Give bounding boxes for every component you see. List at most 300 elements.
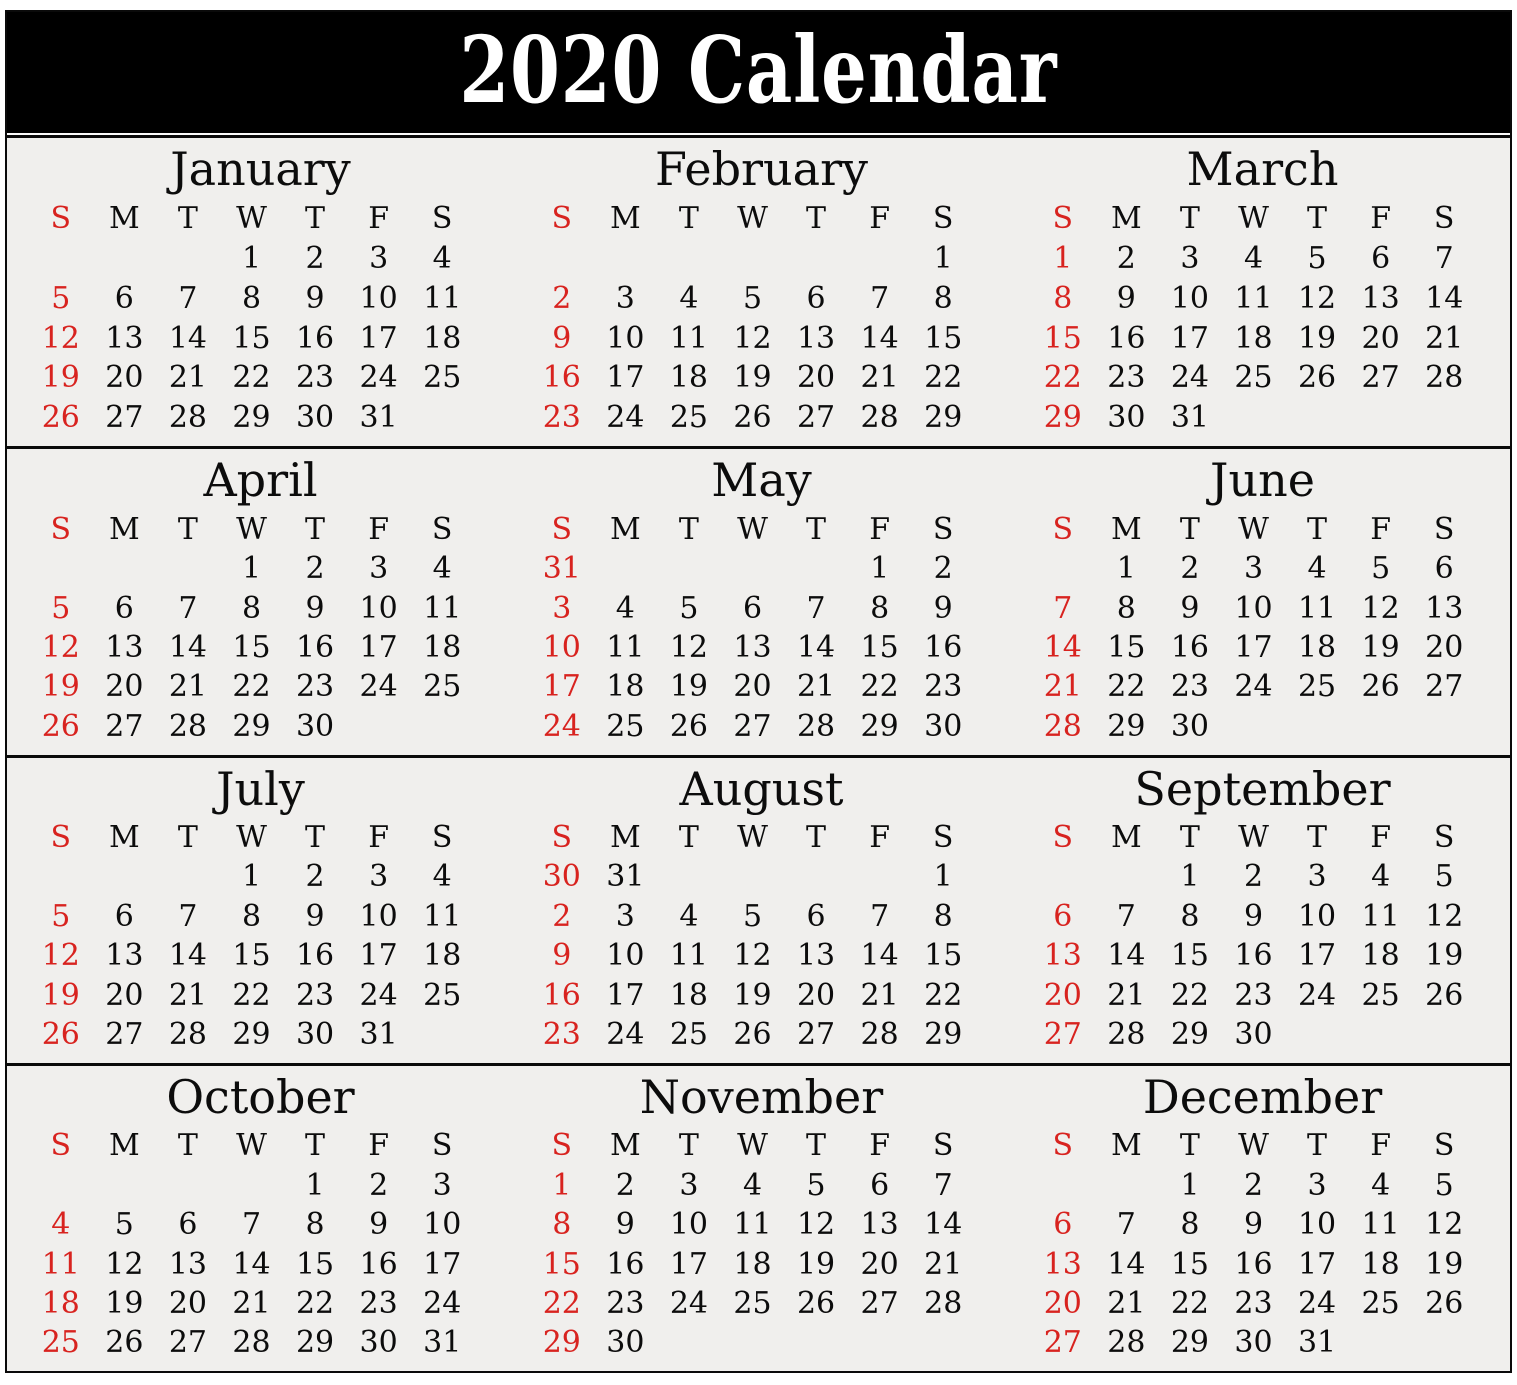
- day-cell: 8: [241, 280, 262, 316]
- day-cell: 14: [860, 320, 899, 356]
- day-of-week-header: M: [1110, 511, 1142, 547]
- day-of-week-header: F: [869, 1128, 891, 1164]
- day-cell: 13: [1043, 1246, 1082, 1282]
- day-cell: 16: [924, 630, 963, 665]
- day-of-week-header: T: [1179, 820, 1200, 856]
- day-cell: 27: [1043, 1325, 1082, 1361]
- day-of-week-header: W: [1238, 511, 1269, 547]
- day-of-week-header: S: [932, 820, 954, 856]
- day-cell: 26: [1297, 360, 1337, 396]
- day-cell: 13: [796, 320, 836, 356]
- day-of-week-header: W: [737, 200, 768, 236]
- day-cell: 1: [1053, 240, 1073, 276]
- day-cell: 17: [669, 1246, 709, 1282]
- day-cell: 23: [1234, 977, 1273, 1013]
- day-cell: 10: [1297, 1207, 1337, 1243]
- day-cell: 23: [295, 669, 335, 705]
- day-of-week-header: T: [1179, 1128, 1200, 1164]
- day-cell: 6: [114, 590, 134, 626]
- day-cell: 14: [1107, 1246, 1146, 1282]
- day-cell: 10: [1170, 280, 1210, 316]
- day-of-week-header: S: [431, 511, 453, 547]
- day-cell: 28: [168, 708, 208, 744]
- day-cell: 7: [1116, 898, 1136, 934]
- month-title: January: [170, 142, 351, 196]
- day-of-week-header: T: [806, 511, 827, 547]
- day-of-week-header: M: [609, 820, 641, 856]
- day-cell: 19: [105, 1285, 144, 1321]
- day-cell: 10: [359, 590, 398, 626]
- day-cell: 13: [105, 320, 144, 356]
- month-july: [7, 755, 508, 1063]
- day-cell: 15: [1170, 938, 1210, 974]
- day-cell: 20: [796, 360, 836, 396]
- day-cell: 20: [860, 1246, 899, 1282]
- day-cell: 1: [552, 1167, 572, 1203]
- day-of-week-header: T: [678, 200, 699, 236]
- day-of-week-header: T: [1307, 200, 1328, 236]
- month-february: [508, 138, 1009, 446]
- day-cell: 6: [742, 590, 763, 626]
- day-cell: 3: [679, 1167, 699, 1203]
- day-of-week-header: W: [1238, 1128, 1269, 1164]
- day-of-week-header: T: [806, 820, 827, 856]
- day-cell: 27: [105, 400, 144, 436]
- day-cell: 28: [1425, 360, 1464, 396]
- day-cell: 9: [1116, 280, 1136, 316]
- day-cell: 3: [1307, 859, 1327, 895]
- day-cell: 2: [615, 1167, 635, 1203]
- day-cell: 12: [1425, 898, 1464, 934]
- day-cell: 27: [796, 1017, 836, 1053]
- day-cell: 8: [933, 898, 953, 934]
- day-cell: 25: [423, 669, 462, 705]
- day-cell: 5: [1307, 240, 1327, 276]
- day-cell: 11: [423, 898, 462, 934]
- day-cell: 25: [1234, 360, 1273, 396]
- day-cell: 22: [924, 360, 963, 396]
- day-cell: 2: [933, 551, 953, 587]
- day-of-week-header: T: [177, 511, 198, 547]
- day-of-week-header: T: [305, 511, 326, 547]
- month-january: [7, 138, 508, 446]
- day-cell: 23: [1107, 360, 1146, 396]
- day-cell: 6: [1434, 551, 1454, 587]
- day-cell: 19: [669, 669, 709, 705]
- day-cell: 3: [615, 898, 635, 934]
- day-cell: 12: [105, 1246, 144, 1282]
- day-cell: 20: [1043, 977, 1082, 1013]
- month-title: April: [203, 453, 318, 508]
- day-cell: 9: [1180, 590, 1200, 626]
- day-cell: 16: [295, 320, 335, 356]
- day-cell: 9: [933, 590, 953, 626]
- day-cell: 5: [679, 590, 699, 626]
- day-of-week-header: S: [1433, 511, 1455, 547]
- day-cell: 2: [305, 551, 325, 587]
- day-of-week-header: M: [1110, 200, 1142, 236]
- month-december: [1009, 1063, 1510, 1371]
- day-cell: 18: [733, 1246, 772, 1282]
- day-cell: 1: [241, 551, 262, 587]
- day-of-week-header: M: [609, 511, 641, 547]
- day-cell: 22: [924, 977, 963, 1013]
- day-cell: 31: [1297, 1325, 1337, 1361]
- day-cell: 25: [423, 977, 462, 1013]
- day-cell: 12: [1425, 1207, 1464, 1243]
- day-cell: 7: [178, 280, 198, 316]
- day-cell: 21: [860, 977, 899, 1013]
- day-cell: 30: [295, 1017, 335, 1053]
- month-title: September: [1134, 761, 1391, 816]
- day-of-week-header: S: [50, 820, 72, 856]
- day-cell: 2: [305, 240, 325, 276]
- day-cell: 10: [359, 280, 398, 316]
- day-cell: 9: [305, 590, 325, 626]
- day-cell: 13: [105, 938, 144, 974]
- day-cell: 7: [870, 898, 890, 934]
- day-cell: 25: [1361, 1285, 1400, 1321]
- day-of-week-header: W: [1238, 200, 1269, 236]
- day-cell: 10: [1234, 590, 1273, 626]
- day-cell: 24: [1297, 1285, 1337, 1321]
- day-cell: 1: [241, 859, 262, 895]
- day-cell: 23: [359, 1285, 398, 1321]
- day-cell: 11: [1361, 1207, 1400, 1243]
- day-cell: 28: [796, 708, 836, 744]
- day-cell: 14: [168, 938, 208, 974]
- day-cell: 2: [1180, 551, 1200, 587]
- day-of-week-header: S: [932, 200, 954, 236]
- day-cell: 12: [41, 630, 80, 665]
- day-cell: 6: [806, 898, 826, 934]
- day-cell: 26: [41, 1017, 80, 1053]
- day-cell: 4: [615, 590, 635, 626]
- day-cell: 17: [606, 977, 645, 1013]
- day-of-week-header: T: [806, 200, 827, 236]
- day-of-week-header: T: [1307, 1128, 1328, 1164]
- day-cell: 4: [1371, 1167, 1391, 1203]
- day-cell: 3: [369, 551, 389, 587]
- month-day-grid: [1031, 199, 1476, 438]
- day-cell: 14: [1043, 630, 1082, 665]
- day-cell: 21: [1107, 1285, 1146, 1321]
- calendar-frame: [5, 10, 1512, 1373]
- day-of-week-header: T: [1307, 511, 1328, 547]
- day-cell: 26: [669, 708, 709, 744]
- day-cell: 14: [1425, 280, 1464, 316]
- day-of-week-header: F: [869, 200, 891, 236]
- day-cell: 16: [542, 977, 581, 1013]
- month-day-grid: [530, 199, 975, 438]
- day-cell: 7: [178, 898, 198, 934]
- day-of-week-header: W: [236, 1128, 267, 1164]
- day-cell: 11: [606, 630, 645, 665]
- day-cell: 8: [1053, 280, 1073, 316]
- day-cell: 6: [806, 280, 826, 316]
- month-may: [508, 446, 1009, 754]
- day-cell: 26: [733, 400, 772, 436]
- day-cell: 15: [860, 630, 899, 665]
- day-cell: 13: [1043, 938, 1082, 974]
- day-cell: 9: [552, 320, 572, 356]
- day-cell: 6: [114, 898, 134, 934]
- day-cell: 31: [359, 1017, 398, 1053]
- day-cell: 18: [41, 1285, 80, 1321]
- day-cell: 21: [1425, 320, 1464, 356]
- day-of-week-header: S: [932, 1128, 954, 1164]
- day-cell: 27: [105, 708, 144, 744]
- day-cell: 26: [733, 1017, 772, 1053]
- day-of-week-header: M: [108, 511, 140, 547]
- day-of-week-header: W: [737, 820, 768, 856]
- day-cell: 28: [232, 1325, 271, 1361]
- day-cell: 5: [114, 1207, 134, 1243]
- day-cell: 22: [1043, 360, 1082, 396]
- day-cell: 21: [796, 669, 836, 705]
- day-cell: 1: [1180, 859, 1200, 895]
- day-cell: 7: [178, 590, 198, 626]
- day-cell: 30: [924, 708, 963, 744]
- day-cell: 27: [105, 1017, 144, 1053]
- month-title: August: [679, 761, 844, 816]
- day-cell: 28: [1043, 708, 1082, 744]
- day-cell: 9: [552, 938, 572, 974]
- day-cell: 17: [606, 360, 645, 396]
- day-cell: 29: [232, 400, 271, 436]
- day-cell: 3: [552, 590, 572, 626]
- day-cell: 30: [542, 859, 581, 895]
- month-august: [508, 755, 1009, 1063]
- day-of-week-header: S: [431, 200, 453, 236]
- day-cell: 6: [1371, 240, 1391, 276]
- day-cell: 15: [924, 938, 963, 974]
- day-cell: 27: [860, 1285, 899, 1321]
- day-cell: 16: [606, 1246, 645, 1282]
- day-cell: 16: [542, 360, 581, 396]
- day-cell: 23: [924, 669, 963, 705]
- day-cell: 26: [1425, 1285, 1464, 1321]
- day-cell: 2: [552, 898, 572, 934]
- day-cell: 15: [295, 1246, 335, 1282]
- day-cell: 12: [733, 320, 772, 356]
- day-of-week-header: W: [1238, 820, 1269, 856]
- day-of-week-header: T: [1179, 511, 1200, 547]
- day-cell: 13: [1425, 590, 1464, 626]
- day-cell: 18: [423, 320, 462, 356]
- day-cell: 23: [1170, 669, 1210, 705]
- day-cell: 15: [232, 320, 271, 356]
- day-cell: 18: [423, 938, 462, 974]
- day-of-week-header: S: [1052, 1128, 1074, 1164]
- day-cell: 9: [615, 1207, 635, 1243]
- day-cell: 24: [606, 400, 645, 436]
- day-of-week-header: S: [1433, 820, 1455, 856]
- day-cell: 9: [1243, 898, 1264, 934]
- day-cell: 9: [305, 898, 325, 934]
- day-cell: 12: [733, 938, 772, 974]
- day-cell: 20: [105, 669, 144, 705]
- day-cell: 29: [1107, 708, 1146, 744]
- day-cell: 30: [606, 1325, 645, 1361]
- day-cell: 8: [1116, 590, 1136, 626]
- day-cell: 26: [1425, 977, 1464, 1013]
- day-cell: 11: [669, 320, 709, 356]
- month-day-grid: [1031, 818, 1476, 1054]
- month-title: July: [216, 761, 305, 816]
- day-cell: 1: [870, 551, 890, 587]
- day-cell: 10: [1297, 898, 1337, 934]
- day-cell: 29: [542, 1325, 581, 1361]
- day-cell: 19: [796, 1246, 836, 1282]
- day-cell: 3: [1243, 551, 1264, 587]
- day-cell: 20: [733, 669, 772, 705]
- day-cell: 28: [168, 1017, 208, 1053]
- day-cell: 6: [1053, 1207, 1073, 1243]
- day-cell: 26: [1361, 669, 1400, 705]
- day-cell: 28: [860, 400, 899, 436]
- day-cell: 21: [168, 669, 208, 705]
- day-cell: 11: [733, 1207, 772, 1243]
- day-cell: 5: [742, 280, 763, 316]
- day-of-week-header: S: [431, 1128, 453, 1164]
- day-cell: 4: [742, 1167, 763, 1203]
- day-of-week-header: S: [551, 200, 573, 236]
- day-cell: 29: [1043, 400, 1082, 436]
- day-cell: 25: [423, 360, 462, 396]
- day-cell: 13: [733, 630, 772, 665]
- day-of-week-header: S: [1433, 1128, 1455, 1164]
- day-of-week-header: F: [368, 820, 390, 856]
- day-of-week-header: W: [236, 820, 267, 856]
- day-cell: 3: [1307, 1167, 1327, 1203]
- day-cell: 21: [1107, 977, 1146, 1013]
- day-cell: 31: [359, 400, 398, 436]
- day-cell: 24: [359, 977, 398, 1013]
- day-cell: 27: [168, 1325, 208, 1361]
- day-cell: 19: [41, 977, 80, 1013]
- day-cell: 26: [41, 708, 80, 744]
- day-cell: 24: [1297, 977, 1337, 1013]
- month-april: [7, 446, 508, 754]
- day-cell: 14: [168, 320, 208, 356]
- day-cell: 27: [1425, 669, 1464, 705]
- day-cell: 26: [41, 400, 80, 436]
- day-cell: 25: [669, 1017, 709, 1053]
- day-cell: 15: [1170, 1246, 1210, 1282]
- month-november: [508, 1063, 1009, 1371]
- day-cell: 29: [924, 400, 963, 436]
- day-cell: 30: [295, 400, 335, 436]
- day-cell: 8: [305, 1207, 325, 1243]
- day-cell: 10: [423, 1207, 462, 1243]
- day-cell: 29: [860, 708, 899, 744]
- day-cell: 25: [669, 400, 709, 436]
- month-day-grid: [1031, 510, 1476, 746]
- day-cell: 17: [1297, 1246, 1337, 1282]
- day-of-week-header: S: [50, 1128, 72, 1164]
- day-of-week-header: S: [431, 820, 453, 856]
- day-cell: 5: [806, 1167, 826, 1203]
- day-cell: 1: [241, 240, 262, 276]
- day-cell: 11: [1297, 590, 1337, 626]
- day-cell: 12: [41, 938, 80, 974]
- day-cell: 12: [41, 320, 80, 356]
- day-cell: 16: [1107, 320, 1146, 356]
- day-of-week-header: T: [177, 820, 198, 856]
- day-of-week-header: T: [305, 820, 326, 856]
- day-cell: 24: [359, 669, 398, 705]
- day-of-week-header: T: [806, 1128, 827, 1164]
- month-title: May: [711, 453, 812, 508]
- day-cell: 26: [105, 1325, 144, 1361]
- day-cell: 2: [369, 1167, 389, 1203]
- day-of-week-header: F: [1370, 200, 1392, 236]
- day-cell: 5: [1371, 551, 1391, 587]
- day-cell: 28: [924, 1285, 963, 1321]
- day-cell: 10: [542, 630, 581, 665]
- day-of-week-header: W: [236, 200, 267, 236]
- month-title: December: [1142, 1069, 1383, 1124]
- day-of-week-header: S: [1433, 200, 1455, 236]
- day-cell: 1: [1180, 1167, 1200, 1203]
- day-cell: 22: [295, 1285, 335, 1321]
- day-cell: 19: [41, 669, 80, 705]
- day-of-week-header: S: [1052, 200, 1074, 236]
- month-day-grid: [29, 510, 474, 746]
- day-of-week-header: S: [551, 1128, 573, 1164]
- day-cell: 19: [733, 360, 772, 396]
- day-cell: 9: [1243, 1207, 1264, 1243]
- day-of-week-header: M: [1110, 820, 1142, 856]
- day-cell: 18: [669, 977, 709, 1013]
- day-cell: 23: [295, 360, 335, 396]
- day-cell: 10: [359, 898, 398, 934]
- day-cell: 12: [1361, 590, 1400, 626]
- day-cell: 25: [1361, 977, 1400, 1013]
- day-cell: 19: [1361, 630, 1400, 665]
- month-march: [1009, 138, 1510, 446]
- day-cell: 28: [1107, 1325, 1146, 1361]
- day-of-week-header: M: [108, 820, 140, 856]
- day-cell: 22: [1170, 1285, 1210, 1321]
- day-cell: 4: [432, 551, 452, 587]
- day-of-week-header: T: [177, 1128, 198, 1164]
- day-cell: 3: [432, 1167, 452, 1203]
- day-of-week-header: S: [551, 511, 573, 547]
- day-of-week-header: F: [368, 200, 390, 236]
- day-cell: 11: [669, 938, 709, 974]
- day-cell: 5: [1434, 1167, 1454, 1203]
- day-cell: 29: [1170, 1325, 1210, 1361]
- day-cell: 22: [542, 1285, 581, 1321]
- day-cell: 12: [669, 630, 709, 665]
- day-cell: 18: [606, 669, 645, 705]
- day-of-week-header: S: [932, 511, 954, 547]
- day-cell: 30: [1234, 1325, 1273, 1361]
- day-cell: 17: [359, 630, 398, 665]
- day-cell: 23: [295, 977, 335, 1013]
- day-cell: 17: [359, 938, 398, 974]
- day-of-week-header: F: [1370, 511, 1392, 547]
- day-of-week-header: F: [1370, 820, 1392, 856]
- day-cell: 17: [1234, 630, 1273, 665]
- day-cell: 25: [606, 708, 645, 744]
- day-cell: 28: [860, 1017, 899, 1053]
- day-cell: 14: [860, 938, 899, 974]
- day-cell: 8: [552, 1207, 572, 1243]
- day-cell: 29: [232, 708, 271, 744]
